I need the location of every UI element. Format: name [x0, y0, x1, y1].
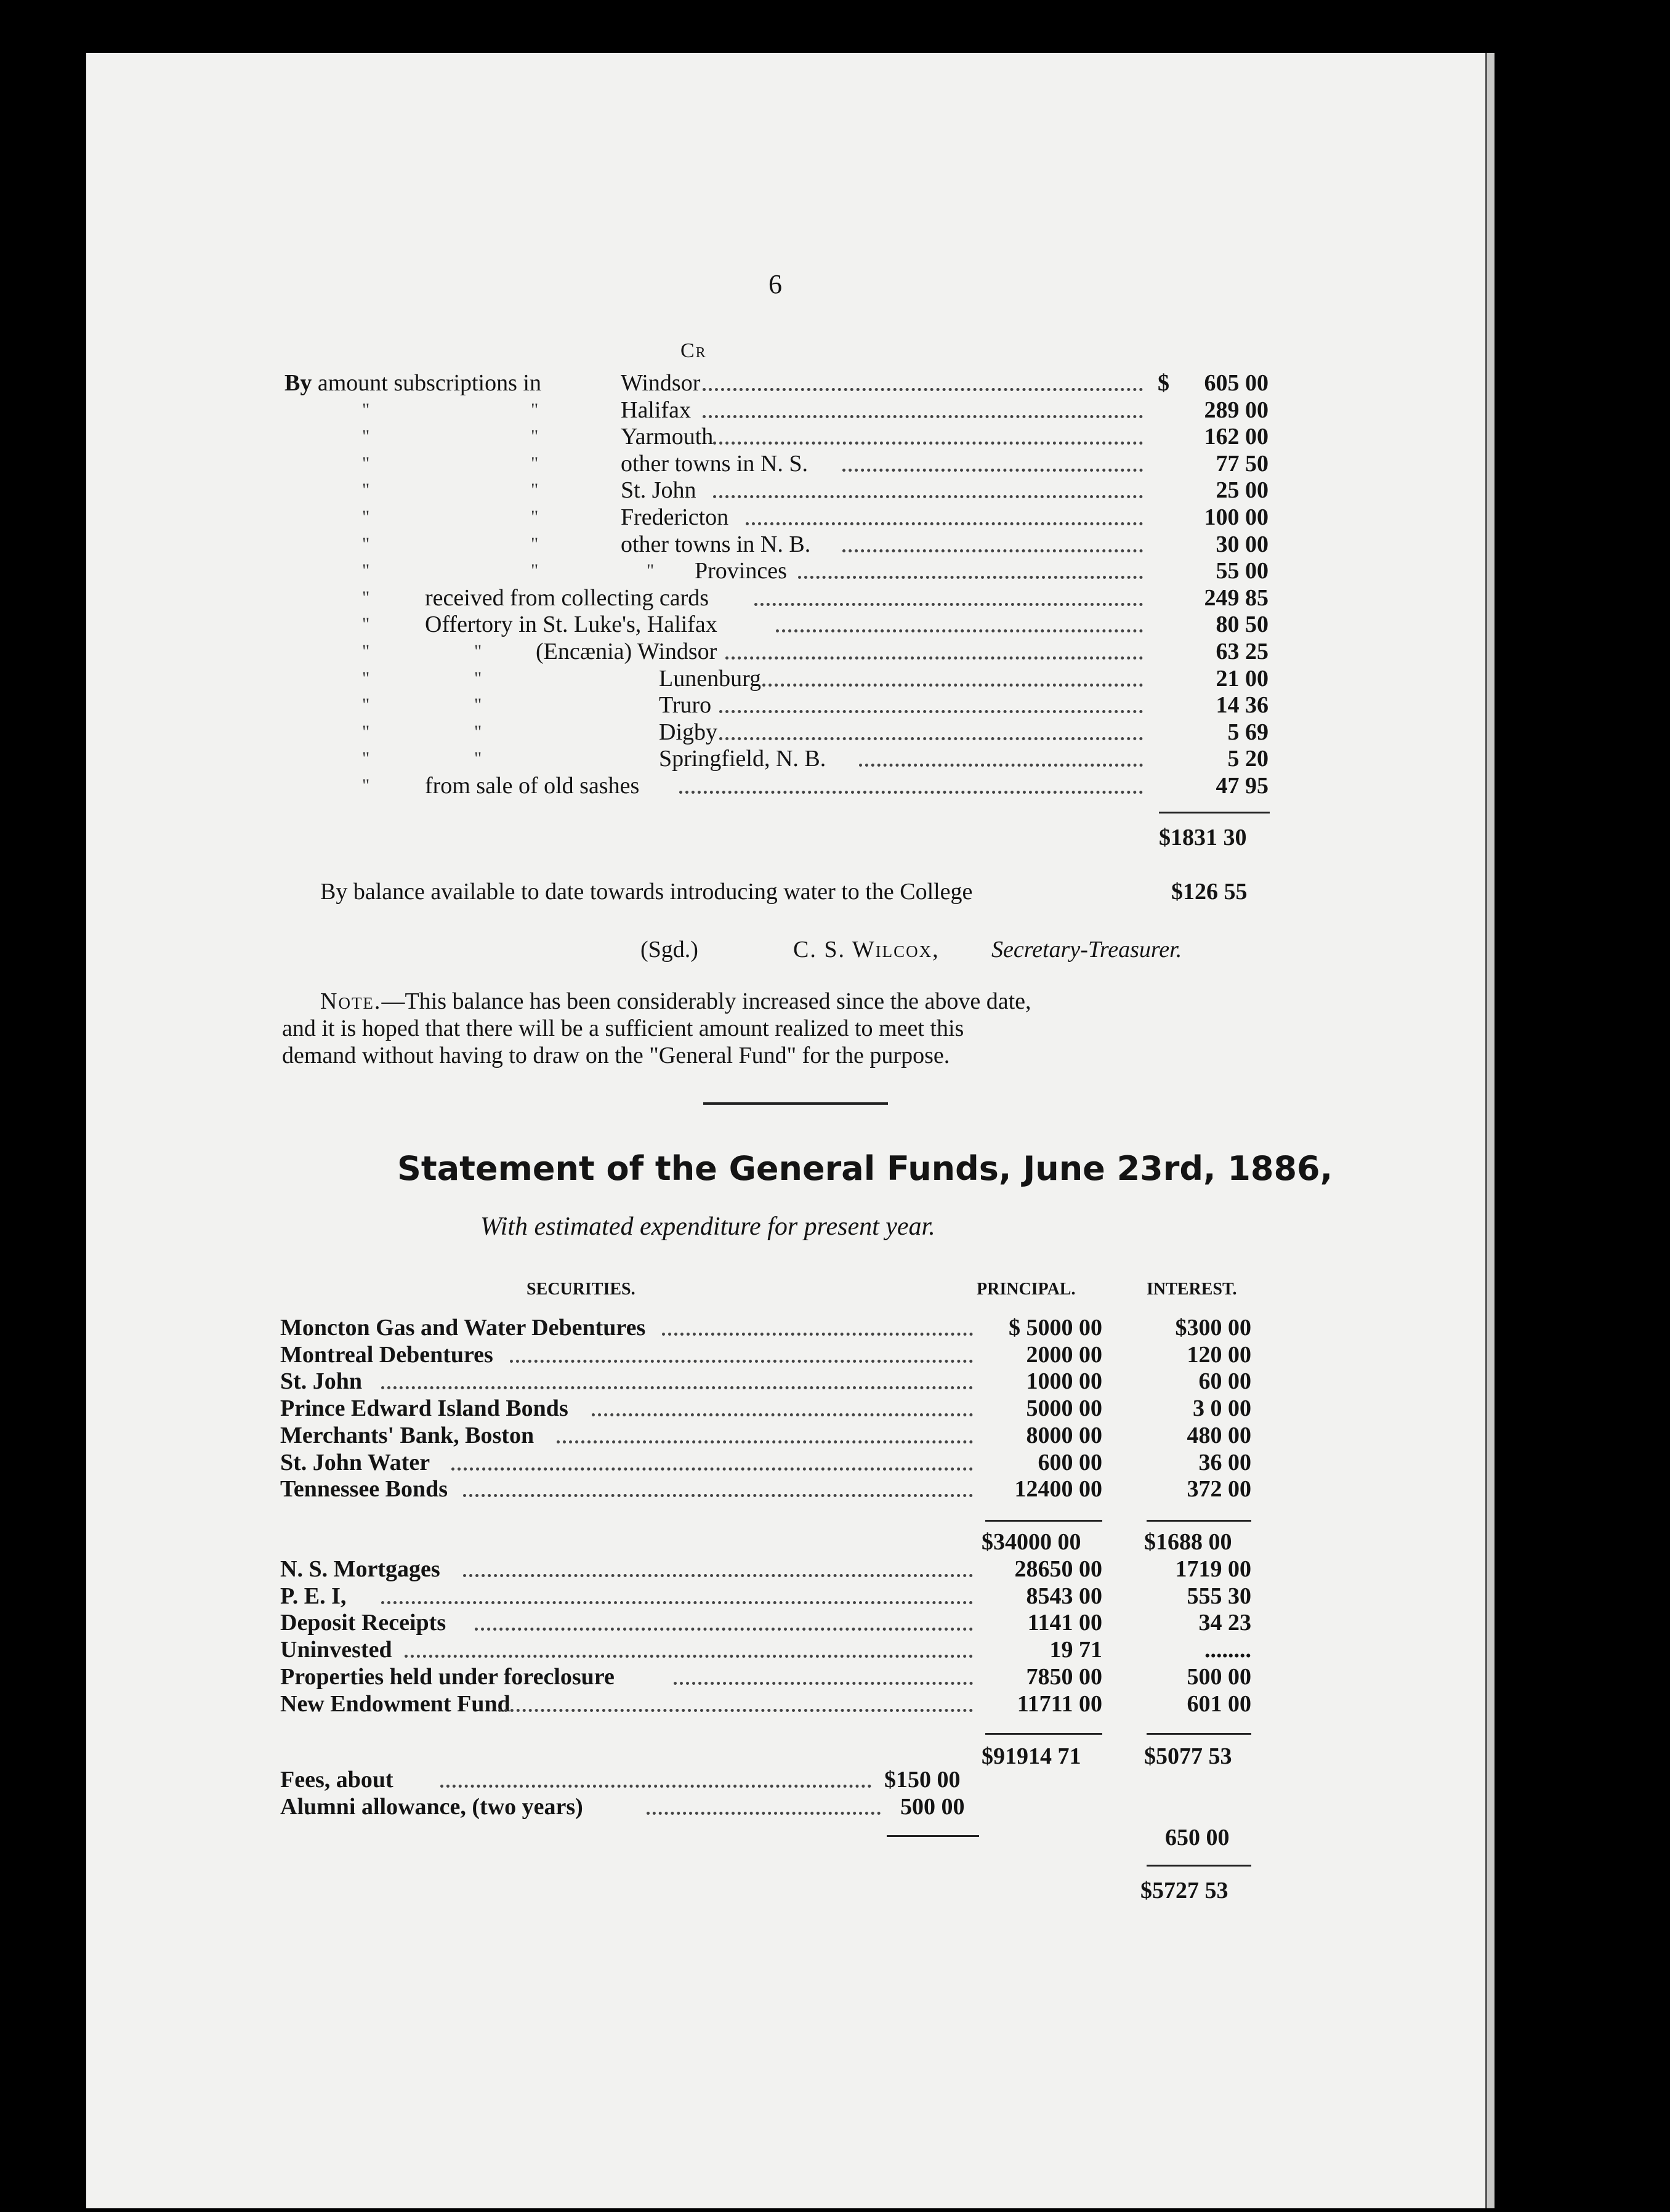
ditto-mark: "	[362, 560, 370, 581]
ditto-mark: "	[362, 534, 370, 554]
credit-amount: 21 00	[1216, 666, 1269, 692]
holding-row-interest: 34 23	[1198, 1610, 1251, 1636]
holding-row-principal: 7850 00	[1026, 1664, 1102, 1690]
credit-leader	[842, 464, 1143, 472]
credit-amount: 63 25	[1216, 639, 1269, 664]
credit-label: Digby	[659, 719, 717, 745]
credit-label: received from collecting cards	[425, 585, 709, 611]
ditto-mark: "	[531, 453, 539, 474]
security-row-principal: 12400 00	[1014, 1476, 1102, 1502]
credit-label: Yarmouth	[621, 424, 714, 450]
ditto-mark: "	[531, 400, 539, 420]
holding-row-label: Deposit Receipts	[280, 1610, 446, 1636]
holding-row-leader	[381, 1596, 973, 1604]
credit-leader	[859, 759, 1143, 767]
ditto-mark: "	[474, 722, 482, 742]
holding-row-interest: 1719 00	[1175, 1556, 1251, 1582]
credit-leader	[776, 624, 1143, 632]
security-row-leader	[463, 1489, 973, 1497]
ditto-mark: "	[362, 775, 370, 796]
ditto-mark: "	[362, 668, 370, 688]
fees-amount: $150 00	[884, 1767, 961, 1793]
security-row-label: Montreal Debentures	[280, 1342, 493, 1368]
holding-row-interest: ........	[1204, 1637, 1251, 1663]
credit-leader	[798, 571, 1144, 579]
credit-amount: 77 50	[1216, 451, 1269, 477]
credit-leader	[713, 490, 1143, 498]
security-row-principal: $ 5000 00	[1009, 1315, 1102, 1341]
alumni-leader	[647, 1807, 881, 1815]
security-row-label: Moncton Gas and Water Debentures	[280, 1315, 646, 1341]
ditto-mark: "	[362, 507, 370, 527]
ditto-mark: "	[531, 507, 539, 527]
statement-title: Statement of the General Funds, June 23rd, 1886,	[397, 1149, 1333, 1188]
credit-leader	[746, 517, 1144, 525]
ditto-mark: "	[474, 641, 482, 661]
credit-label: St. John	[621, 477, 696, 503]
holding-row-principal: 19 71	[1049, 1637, 1102, 1663]
ditto-mark: "	[474, 668, 482, 688]
ditto-mark: "	[362, 587, 370, 608]
subtotal2-rule-principal	[985, 1733, 1102, 1735]
credit-label: other towns in N. S.	[621, 451, 808, 477]
credit-by-label: By	[284, 370, 312, 396]
security-row-label: Prince Edward Island Bonds	[280, 1395, 568, 1421]
credit-amount: 100 00	[1204, 504, 1269, 530]
security-row-leader	[592, 1408, 973, 1416]
credit-amount: 14 36	[1216, 692, 1269, 718]
credit-label: Windsor	[621, 370, 701, 396]
credit-leader	[719, 732, 1144, 740]
balance-text: By balance available to date towards introducing water to the College	[320, 879, 973, 905]
ditto-mark: "	[362, 722, 370, 742]
page-number: 6	[768, 269, 782, 299]
subtotal1-interest: $1688 00	[1144, 1529, 1232, 1555]
signature-sgd: (Sgd.)	[640, 937, 698, 963]
security-row-label: St. John Water	[280, 1450, 430, 1475]
note-label: Note.	[320, 988, 382, 1014]
note-line-2: and it is hoped that there will be a sufficient amount realized to meet this	[282, 1015, 964, 1041]
col-header-principal: PRINCIPAL.	[977, 1280, 1076, 1299]
credit-leader	[725, 652, 1144, 660]
credit-dollar-sign: $	[1158, 370, 1169, 396]
security-row-principal: 1000 00	[1026, 1368, 1102, 1394]
credit-label: from sale of old sashes	[425, 773, 640, 799]
alumni-rule	[887, 1835, 979, 1837]
credit-amount: 55 00	[1216, 558, 1269, 584]
security-row-label: Tennessee Bonds	[280, 1476, 448, 1502]
credit-total: $1831 30	[1159, 825, 1247, 850]
credit-label: Halifax	[621, 397, 691, 423]
credit-amount: 80 50	[1216, 612, 1269, 637]
security-row-interest: 60 00	[1198, 1368, 1251, 1394]
security-row-label: Merchants' Bank, Boston	[280, 1423, 534, 1448]
grand-total: $5727 53	[1140, 1878, 1228, 1903]
security-row-label: St. John	[280, 1368, 363, 1394]
credit-leader	[762, 679, 1144, 687]
credit-leader	[713, 437, 1143, 445]
holding-row-principal: 1141 00	[1027, 1610, 1102, 1636]
credit-total-rule	[1159, 812, 1270, 813]
credit-label: Springfield, N. B.	[659, 746, 826, 772]
holding-row-principal: 8543 00	[1026, 1583, 1102, 1609]
holding-row-label: Properties held under foreclosure	[280, 1664, 615, 1690]
subtotal2-interest: $5077 53	[1144, 1743, 1232, 1769]
ditto-mark: "	[474, 748, 482, 769]
ditto-mark: "	[362, 426, 370, 446]
credit-leader	[703, 410, 1144, 418]
holding-row-label: N. S. Mortgages	[280, 1556, 440, 1582]
credit-amount: 25 00	[1216, 477, 1269, 503]
ditto-mark: "	[531, 534, 539, 554]
subtotal1-principal: $34000 00	[982, 1529, 1081, 1555]
signature-title: Secretary-Treasurer.	[991, 937, 1182, 963]
grand-total-rule	[1147, 1865, 1251, 1867]
security-row-interest: 3 0 00	[1193, 1395, 1251, 1421]
holding-row-leader	[463, 1569, 973, 1577]
credit-label: other towns in N. B.	[621, 531, 811, 557]
security-row-interest: $300 00	[1175, 1315, 1251, 1341]
note-line-3: demand without having to draw on the "General Fund" for the purpose.	[282, 1043, 950, 1068]
note-text-1: —This balance has been considerably increased since the above date,	[381, 988, 1031, 1014]
security-row-leader	[451, 1463, 973, 1471]
security-row-principal: 5000 00	[1026, 1395, 1102, 1421]
credit-amount: 5 69	[1227, 719, 1269, 745]
credit-label: Truro	[659, 692, 712, 718]
security-row-leader	[510, 1355, 973, 1363]
ditto-mark: "	[647, 560, 655, 581]
ditto-mark: "	[474, 695, 482, 715]
ditto-mark: "	[362, 453, 370, 474]
security-row-interest: 480 00	[1187, 1423, 1251, 1448]
credit-leader	[719, 705, 1144, 713]
security-row-interest: 120 00	[1187, 1342, 1251, 1368]
credit-amount: 5 20	[1227, 746, 1269, 772]
security-row-leader	[557, 1435, 973, 1443]
ditto-mark: "	[531, 426, 539, 446]
security-row-principal: 2000 00	[1026, 1342, 1102, 1368]
credit-leader	[842, 544, 1143, 552]
holding-row-leader	[674, 1677, 973, 1685]
subtotal1-rule-interest	[1147, 1520, 1251, 1522]
holding-row-label: P. E. I,	[280, 1583, 347, 1609]
holding-row-interest: 555 30	[1187, 1583, 1251, 1609]
alumni-amount: 500 00	[900, 1794, 965, 1820]
other-income-total: 650 00	[1165, 1825, 1230, 1851]
credit-prefix	[284, 369, 541, 397]
credit-label: Lunenburg	[659, 666, 762, 692]
credit-label: Offertory in St. Luke's, Halifax	[425, 612, 717, 637]
credit-amount: 289 00	[1204, 397, 1269, 423]
security-row-interest: 36 00	[1198, 1450, 1251, 1475]
holding-row-principal: 28650 00	[1014, 1556, 1102, 1582]
credit-leader	[703, 383, 1144, 391]
credit-amount: 30 00	[1216, 531, 1269, 557]
holding-row-leader	[475, 1623, 973, 1631]
ditto-mark: "	[362, 641, 370, 661]
signature-name: C. S. Wilcox,	[793, 937, 940, 963]
credit-leader	[754, 598, 1143, 606]
credit-label: Fredericton	[621, 504, 729, 530]
subtotal2-principal: $91914 71	[982, 1743, 1081, 1769]
ditto-mark: "	[362, 400, 370, 420]
statement-subtitle: With estimated expenditure for present year.	[480, 1213, 935, 1241]
subtotal2-rule-interest	[1147, 1733, 1251, 1735]
security-row-leader	[662, 1328, 973, 1336]
security-row-principal: 8000 00	[1026, 1423, 1102, 1448]
credit-amount: 162 00	[1204, 424, 1269, 450]
ditto-mark: "	[362, 480, 370, 500]
cr-heading: Cr	[680, 339, 707, 362]
credit-leader	[679, 786, 1144, 794]
holding-row-label: Uninvested	[280, 1637, 392, 1663]
holding-row-label: New Endowment Fund	[280, 1691, 510, 1717]
col-header-interest: INTEREST.	[1147, 1280, 1237, 1299]
holding-row-interest: 601 00	[1187, 1691, 1251, 1717]
ditto-mark: "	[531, 560, 539, 581]
holding-row-interest: 500 00	[1187, 1664, 1251, 1690]
ditto-mark: "	[362, 614, 370, 634]
security-row-leader	[381, 1381, 973, 1389]
credit-label: Provinces	[695, 558, 787, 584]
note-line-1	[320, 988, 1031, 1015]
subtotal1-rule-principal	[985, 1520, 1102, 1522]
holding-row-leader	[498, 1704, 973, 1712]
security-row-principal: 600 00	[1038, 1450, 1102, 1475]
balance-amount: $126 55	[1171, 879, 1248, 905]
credit-amount: 47 95	[1216, 773, 1269, 799]
col-header-securities: SECURITIES.	[526, 1280, 635, 1299]
ditto-mark: "	[362, 748, 370, 769]
fees-label: Fees, about	[280, 1767, 393, 1793]
security-row-interest: 372 00	[1187, 1476, 1251, 1502]
holding-row-leader	[405, 1650, 973, 1658]
credit-amount: 249 85	[1204, 585, 1269, 611]
credit-label: (Encænia) Windsor	[536, 639, 717, 664]
holding-row-principal: 11711 00	[1017, 1691, 1102, 1717]
ditto-mark: "	[531, 480, 539, 500]
section-separator	[703, 1102, 888, 1105]
fees-leader	[440, 1780, 871, 1788]
credit-prefix-text: amount subscriptions in	[312, 370, 541, 396]
alumni-label: Alumni allowance, (two years)	[280, 1794, 583, 1820]
page-edge	[1485, 53, 1495, 2208]
ditto-mark: "	[362, 695, 370, 715]
credit-amount: 605 00	[1204, 370, 1269, 396]
